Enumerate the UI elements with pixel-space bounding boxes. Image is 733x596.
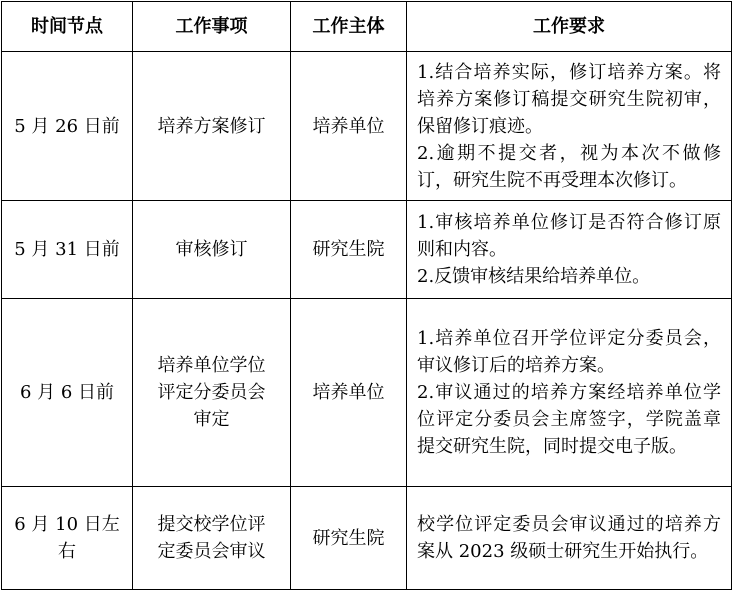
requirement-line: 2.反馈审核结果给培养单位。	[417, 266, 651, 287]
requirement-line: 校学位评定委员会审议通过的培养方案从 2023 级硕士研究生开始执行。	[417, 514, 721, 562]
header-subject: 工作主体	[291, 2, 407, 52]
item-line: 审核修订	[175, 239, 248, 260]
requirement-line: 1.培养单位召开学位评定分委员会，审议修订后的培养方案。	[417, 328, 721, 376]
item-line: 培养方案修订	[157, 115, 266, 137]
requirements-cell	[407, 487, 732, 590]
item-cell	[133, 52, 291, 201]
schedule-table	[1, 1, 732, 590]
time-cell: 6 月 10 日左右	[2, 487, 133, 590]
table-row	[2, 299, 732, 487]
subject-cell: 研究生院	[291, 487, 407, 590]
item-cell	[133, 299, 291, 487]
header-item: 工作事项	[133, 2, 291, 52]
item-line: 评定分委员会	[157, 382, 266, 403]
requirements-cell	[407, 52, 732, 201]
requirements-cell	[407, 201, 732, 299]
header-requirements: 工作要求	[407, 2, 732, 52]
table-header-row	[2, 2, 732, 52]
table-row	[2, 201, 732, 299]
time-cell: 5 月 26 日前	[2, 52, 133, 201]
item-cell	[133, 201, 291, 299]
item-line: 审定	[193, 409, 230, 430]
requirement-line: 2.逾期不提交者，视为本次不做修订，研究生院不再受理本次修订。	[417, 142, 721, 191]
item-line: 培养单位学位	[157, 355, 266, 376]
time-cell: 5 月 31 日前	[2, 201, 133, 299]
item-cell	[133, 487, 291, 590]
requirements-cell	[407, 299, 732, 487]
table-row	[2, 487, 732, 590]
requirement-line: 1.结合培养实际，修订培养方案。将培养方案修订稿提交研究生院初审，保留修订痕迹。	[417, 61, 721, 137]
item-line: 提交校学位评	[157, 514, 266, 535]
subject-cell: 培养单位	[291, 299, 407, 487]
requirement-line: 2.审议通过的培养方案经培养单位学位评定分委员会主席签字，学院盖章提交研究生院，同时提交电子版。	[417, 382, 721, 457]
item-line: 定委员会审议	[157, 541, 266, 562]
header-time: 时间节点	[2, 2, 133, 52]
requirement-line: 1.审核培养单位修订是否符合修订原则和内容。	[417, 212, 721, 260]
subject-cell: 培养单位	[291, 52, 407, 201]
table-row	[2, 52, 732, 201]
time-cell: 6 月 6 日前	[2, 299, 133, 487]
subject-cell: 研究生院	[291, 201, 407, 299]
